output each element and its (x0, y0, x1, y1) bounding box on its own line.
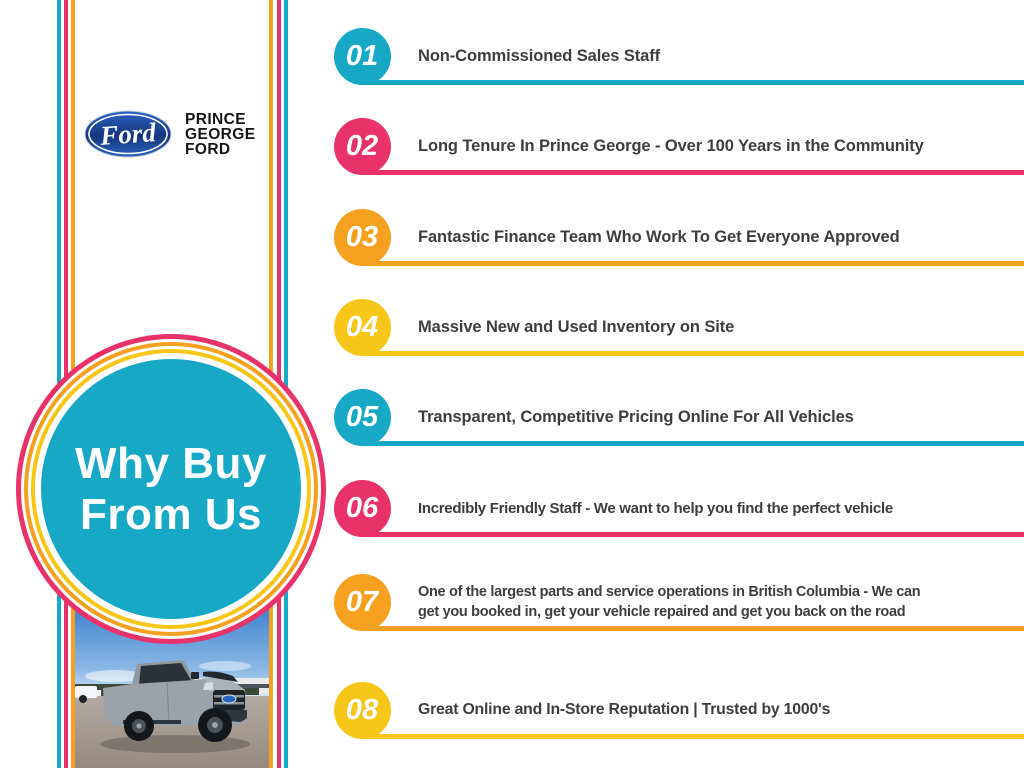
reason-label (418, 28, 660, 85)
badge-title-line2: From Us (80, 490, 262, 539)
reason-label (418, 209, 900, 266)
stripe-left-teal (57, 0, 61, 768)
dealer-brand (84, 110, 255, 158)
underline-bar (360, 261, 1024, 266)
number-badge: 03 (334, 209, 391, 266)
underline-bar (360, 351, 1024, 356)
reason-row-02 (334, 118, 1024, 180)
dealer-name (185, 112, 255, 157)
number-badge: 07 (334, 574, 391, 631)
reason-label (418, 299, 734, 356)
reason-label (418, 480, 893, 537)
reason-line: Long Tenure In Prince George - Over 100 Years in the Community (418, 136, 924, 155)
reason-row-06 (334, 480, 1024, 542)
number-badge: 04 (334, 299, 391, 356)
underline-bar (360, 734, 1024, 739)
svg-text:Ford: Ford (99, 117, 157, 151)
reason-row-07 (334, 574, 1024, 636)
underline-bar (360, 626, 1024, 631)
reason-line: Fantastic Finance Team Who Work To Get Everyone Approved (418, 227, 900, 246)
truck-photo (75, 606, 269, 768)
stripe-left-orange (71, 0, 75, 768)
badge-title (75, 438, 267, 540)
reason-line: get you booked in, get your vehicle repaired and get you back on the road (418, 603, 906, 620)
badge-title-line1: Why Buy (75, 439, 267, 488)
reason-row-04 (334, 299, 1024, 361)
dealer-name-line: PRINCE (185, 110, 246, 128)
reason-label (418, 574, 920, 631)
reason-line: Great Online and In-Store Reputation | Trusted by 1000's (418, 701, 831, 719)
reason-label (418, 118, 924, 175)
stripe-right-orange (269, 0, 273, 768)
reason-line: Massive New and Used Inventory on Site (418, 317, 735, 336)
reason-line: One of the largest parts and service operations in British Columbia - We can (418, 584, 921, 601)
number-badge: 02 (334, 118, 391, 175)
number-badge: 01 (334, 28, 391, 85)
reason-row-08 (334, 682, 1024, 744)
reason-line: Incredibly Friendly Staff - We want to help you find the perfect vehicle (418, 499, 893, 517)
number-badge: 08 (334, 682, 391, 739)
dealer-name-line: GEORGE (185, 125, 256, 143)
underline-bar (360, 441, 1024, 446)
reason-line: Non-Commissioned Sales Staff (418, 46, 660, 65)
reason-row-01 (334, 28, 1024, 90)
number-badge: 05 (334, 389, 391, 446)
stripe-right-teal (284, 0, 288, 768)
reason-label (418, 682, 830, 739)
dealer-name-line: FORD (185, 140, 231, 158)
stripe-left-pink (64, 0, 68, 768)
reason-line: Transparent, Competitive Pricing Online For All Vehicles (418, 407, 854, 426)
ford-logo-icon (84, 110, 172, 158)
number-badge: 06 (334, 480, 391, 537)
underline-bar (360, 80, 1024, 85)
reason-row-05 (334, 389, 1024, 451)
stripe-right-pink (277, 0, 281, 768)
underline-bar (360, 532, 1024, 537)
why-buy-badge (41, 359, 301, 619)
reason-row-03 (334, 209, 1024, 271)
reason-label (418, 389, 854, 446)
underline-bar (360, 170, 1024, 175)
